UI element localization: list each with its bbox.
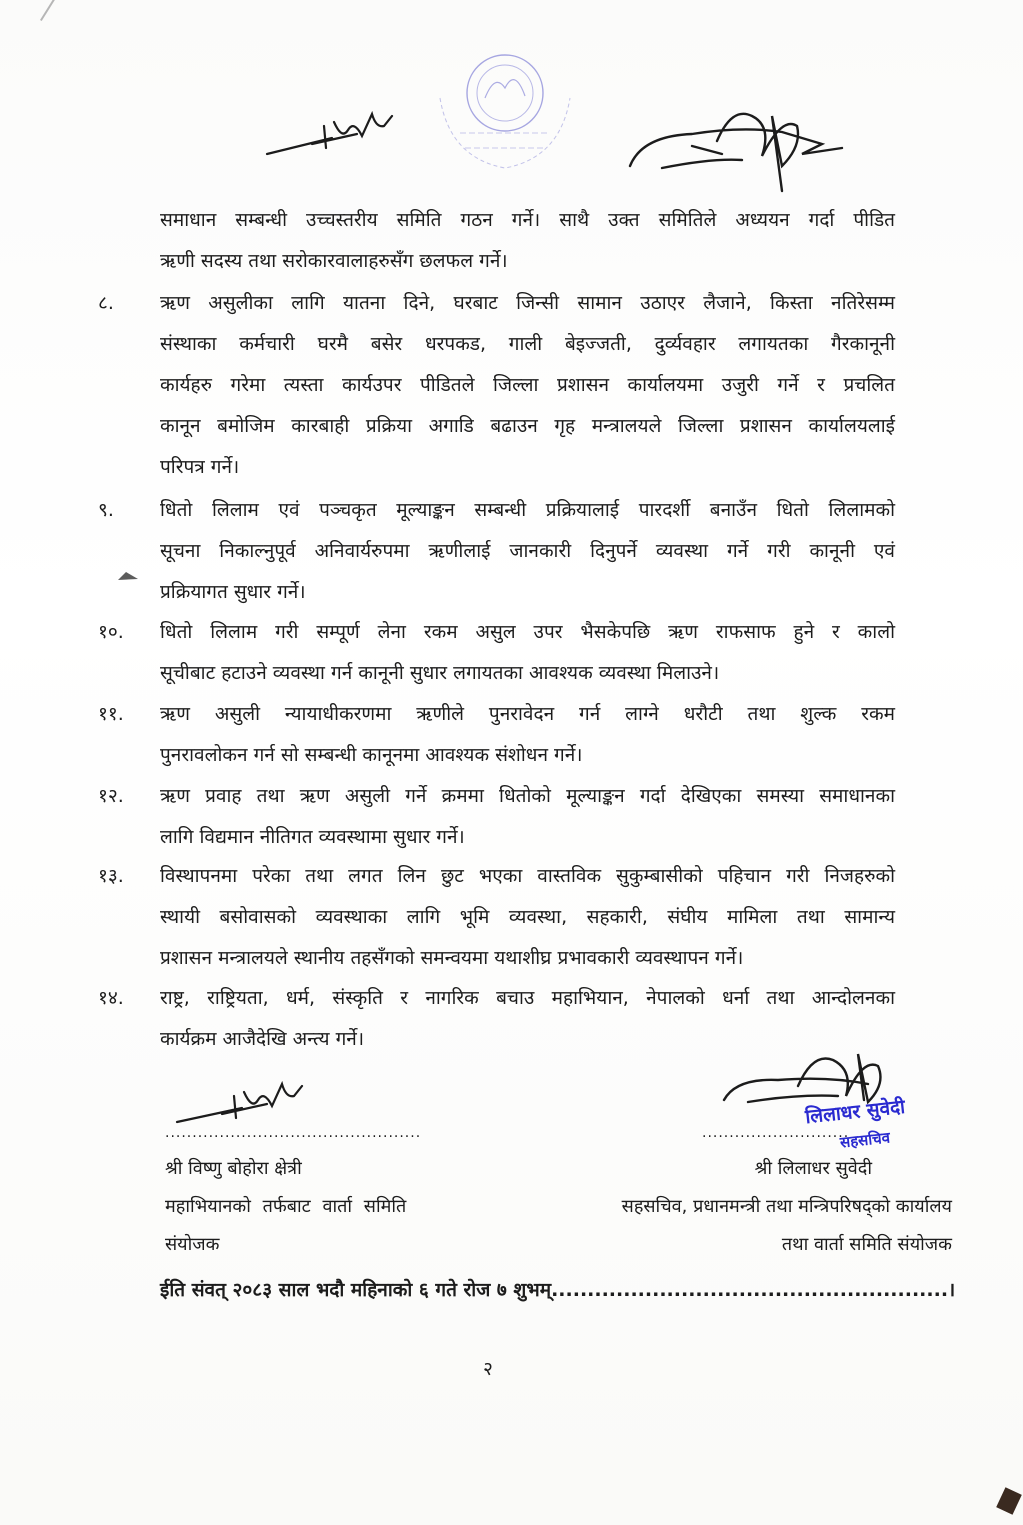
paragraph-item-9 (160, 490, 895, 613)
paragraph-line: धितो लिलाम एवं पञ्चकृत मूल्याङ्कन सम्बन्धी प्रक्रियालाई पारदर्शी बनाउँन धितो लिलामको (160, 499, 895, 521)
paragraph-line: विस्थापनमा परेका तथा लगत लिन छुट भएका वास्तविक सुकुम्बासीको पहिचान गरी निजहरुको (160, 865, 895, 887)
blue-stamp-name: लिलाधर सुवेदी (804, 1095, 907, 1129)
page-number: २ (483, 1358, 493, 1380)
paragraph-line: कानून बमोजिम कारबाही प्रक्रिया अगाडि बढाउन गृह मन्त्रालयले जिल्ला प्रशासन कार्यालयलाई (160, 415, 895, 437)
item-number: १०. (98, 621, 124, 643)
signatory-name: श्री लिलाधर सुवेदी (754, 1158, 872, 1179)
paragraph-line: प्रशासन मन्त्रालयले स्थानीय तहसँगको समन्वयमा यथाशीघ्र प्रभावकारी व्यवस्थापन गर्ने। (160, 947, 744, 969)
signature-dotted-line: ............................................... (165, 1125, 422, 1141)
paragraph-line: ऋणी सदस्य तथा सरोकारवालाहरुसँग छलफल गर्ने। (160, 250, 508, 272)
paragraph-line: पुनरावलोकन गर्न सो सम्बन्धी कानूनमा आवश्यक संशोधन गर्ने। (160, 744, 583, 766)
paragraph-item-13 (160, 856, 895, 979)
stray-pen-line (40, 0, 100, 21)
paragraph-line: राष्ट्र, राष्ट्रियता, धर्म, संस्कृति र नागरिक बचाउ महाभियान, नेपालको धर्ना तथा आन्दोलनका (160, 987, 895, 1009)
paragraph-line: ऋण असुली न्यायाधीकरणमा ऋणीले पुनरावेदन गर्न लाग्ने धरौटी तथा शुल्क रकम (160, 703, 895, 725)
paragraph-line: धितो लिलाम गरी सम्पूर्ण लेना रकम असुल उपर भैसकेपछि ऋण राफसाफ हुने र कालो (160, 621, 895, 643)
paragraph-line: कार्यहरु गरेमा त्यस्ता कार्यउपर पीडितले जिल्ला प्रशासन कार्यालयमा उजुरी गर्ने र प्रचलित (160, 374, 895, 396)
paragraph-line: सूचीबाट हटाउने व्यवस्था गर्न कानूनी सुधार लगायतका आवश्यक व्यवस्था मिलाउने। (160, 662, 720, 684)
paragraph-item-11 (160, 694, 895, 776)
signatory-role: महाभियानको तर्फबाट वार्ता समिति (165, 1196, 407, 1217)
item-number: ८. (98, 292, 114, 314)
corner-mark (996, 1487, 1022, 1515)
paragraph-line: लागि विद्यमान नीतिगत व्यवस्थामा सुधार गर्ने। (160, 826, 465, 848)
item-number: १३. (98, 865, 124, 887)
signatory-role: संयोजक (165, 1234, 220, 1255)
paragraph-line: स्थायी बसोवासको व्यवस्थाका लागि भूमि व्यवस्था, सहकारी, संघीय मामिला तथा सामान्य (160, 906, 895, 928)
item-number: १४. (98, 987, 124, 1009)
paragraph-item-10 (160, 612, 895, 694)
ink-smudge (116, 570, 140, 584)
paragraph-line: संस्थाका कर्मचारी घरमै बसेर धरपकड, गाली बेइज्जती, दुर्व्यवहार लगायतका गैरकानूनी (160, 333, 895, 355)
item-number: १२. (98, 785, 124, 807)
right-signatory (552, 1123, 952, 1255)
item-number: ९. (98, 499, 114, 521)
paragraph-line: सूचना निकाल्नुपूर्व अनिवार्यरुपमा ऋणीलाई जानकारी दिनुपर्ने व्यवस्था गर्ने गरी कानूनी एवं (160, 540, 895, 562)
date-line: ईति संवत् २०८३ साल भदौ महिनाको ६ गते रोज ७ शुभम्.......................................................। (160, 1279, 956, 1301)
paragraph-line: ऋण प्रवाह तथा ऋण असुली गर्ने क्रममा धितोको मूल्याङ्कन गर्दा देखिएका समस्या समाधानका (160, 785, 895, 807)
item-number: ११. (98, 703, 124, 725)
government-seal (430, 38, 580, 188)
signatory-role: तथा वार्ता समिति संयोजक (781, 1234, 952, 1255)
signature-dotted-line: ........................... (702, 1125, 850, 1141)
paragraph-line: ऋण असुलीका लागि यातना दिने, घरबाट जिन्सी सामान उठाएर लैजाने, किस्ता नतिरेसम्म (160, 292, 895, 314)
paragraph-line: प्रक्रियागत सुधार गर्ने। (160, 581, 306, 603)
top-left-signature (262, 96, 412, 166)
signatory-name: श्री विष्णु बोहोरा क्षेत्री (165, 1158, 302, 1179)
left-signatory (165, 1123, 421, 1255)
top-right-signature (622, 96, 852, 196)
signatory-role: सहसचिव, प्रधानमन्त्री तथा मन्त्रिपरिषद्को कार्यालय (621, 1196, 952, 1217)
paragraph-item-8 (160, 283, 895, 488)
blue-stamp-title: सहसचिव (839, 1128, 891, 1152)
paragraph-line: कार्यक्रम आजैदेखि अन्त्य गर्ने। (160, 1028, 365, 1050)
paragraph-item-12 (160, 776, 895, 858)
paragraph-line: समाधान सम्बन्धी उच्चस्तरीय समिति गठन गर्ने। साथै उक्त समितिले अध्ययन गर्दा पीडित (160, 209, 895, 231)
paragraph-line: परिपत्र गर्ने। (160, 456, 240, 478)
paragraph-continuation (160, 200, 895, 282)
